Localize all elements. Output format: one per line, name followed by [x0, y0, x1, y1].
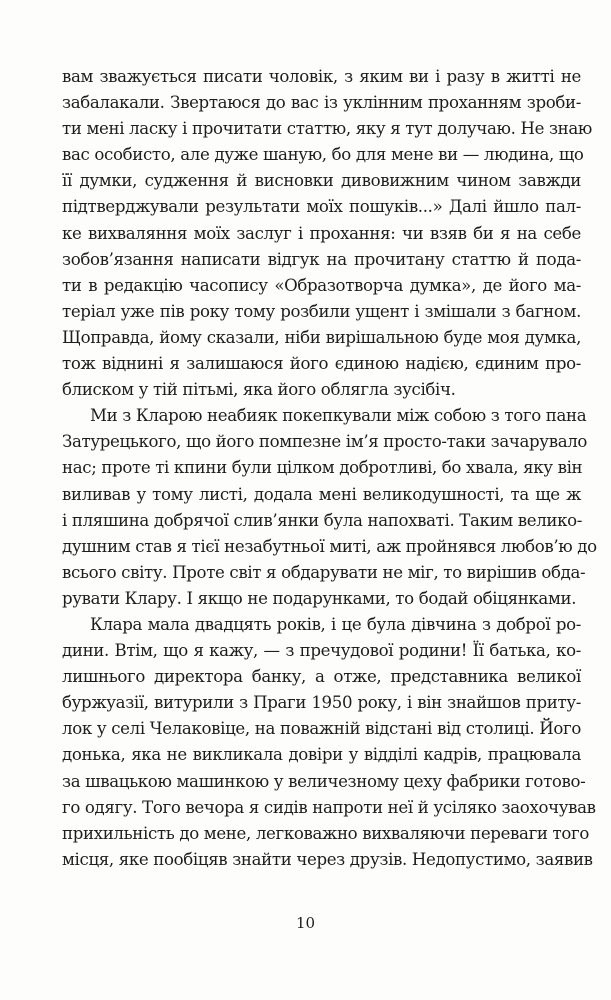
- text-line: нас; проте ті кпини були цілком добротливі, бо хвала, яку він: [62, 458, 583, 478]
- text-line: і пляшина добрячої слив’янки була напохваті. Таким велико-: [62, 510, 583, 530]
- text-line: рувати Клару. І якщо не подарунками, то бодай обіцянками.: [62, 588, 577, 608]
- text-line: Щоправда, йому сказали, ніби вирішальною буде моя думка,: [62, 327, 581, 347]
- text-line: лок у селі Челаковіце, на поважній відстані від столиці. Його: [62, 719, 581, 739]
- text-line: зобов’язання написати відгук на прочитану статтю й пода-: [62, 249, 581, 269]
- text-line: вам зважується писати чоловік, з яким ви і разу в житті не: [62, 67, 581, 86]
- page-number: 10: [295, 914, 316, 932]
- text-line: тож віднині я залишаюся його єдиною надією, єдиним про-: [62, 354, 581, 374]
- text-line: підтверджували результати моїх пошуків...» Далі йшло пал-: [62, 197, 581, 217]
- text-line: її думки, судження й висновки дивовижним чином завжди: [62, 171, 581, 191]
- text-line: ти мені ласку і прочитати статтю, яку я тут долучаю. Не знаю: [62, 119, 593, 139]
- text-line: місця, яке пообіцяв знайти через друзів. Недопустимо, заявив: [62, 849, 593, 869]
- text-line: донька, яка не викликала довіри у відділі кадрів, працювала: [62, 745, 581, 765]
- text-line: го одягу. Того вечора я сидів напроти неї й усіляко заохочував: [62, 797, 596, 817]
- text-line: дини. Втім, що я кажу, — з пречудової родини! Її батька, ко-: [62, 641, 581, 661]
- text-line: виливав у тому листі, додала мені великодушності, та ще ж: [62, 484, 581, 504]
- text-line: Ми з Кларою неабияк покепкували між собою з того пана: [90, 406, 587, 426]
- text-line: ке вихваляння моїх заслуг і прохання: чи взяв би я на себе: [62, 223, 581, 243]
- text-line: лишнього директора банку, а отже, представника великої: [62, 667, 581, 687]
- text-line: блиском у тій пітьмі, яка його облягла зусібіч.: [62, 380, 456, 400]
- text-line: всього світу. Проте світ я обдарувати не міг, то вирішив обда-: [62, 562, 586, 582]
- text-line: вас особисто, але дуже шаную, бо для мене ви — людина, що: [62, 145, 584, 165]
- text-line: Клара мала двадцять років, і це була дівчина з доброї ро-: [90, 614, 581, 634]
- text-line: Затурецького, що його помпезне ім’я просто-таки зачарувало: [62, 432, 588, 452]
- text-line: душним став я тієї незабутньої миті, аж пройнявся любов’ю до: [62, 536, 597, 556]
- text-line: прихильність до мене, легковажно вихваляючи переваги того: [62, 823, 590, 843]
- page-body-text: [62, 64, 597, 873]
- text-line: ти в редакцію часопису «Образотворча думка», де його ма-: [62, 275, 581, 295]
- text-line: забалакали. Звертаюся до вас із уклінним проханням зроби-: [62, 93, 581, 113]
- text-line: за швацькою машинкою у величезному цеху фабрики готово-: [62, 771, 586, 791]
- text-line: теріал уже пів року тому розбили ущент і змішали з багном.: [62, 301, 581, 321]
- text-line: буржуазії, витурили з Праги 1950 року, і він знайшов приту-: [62, 693, 581, 713]
